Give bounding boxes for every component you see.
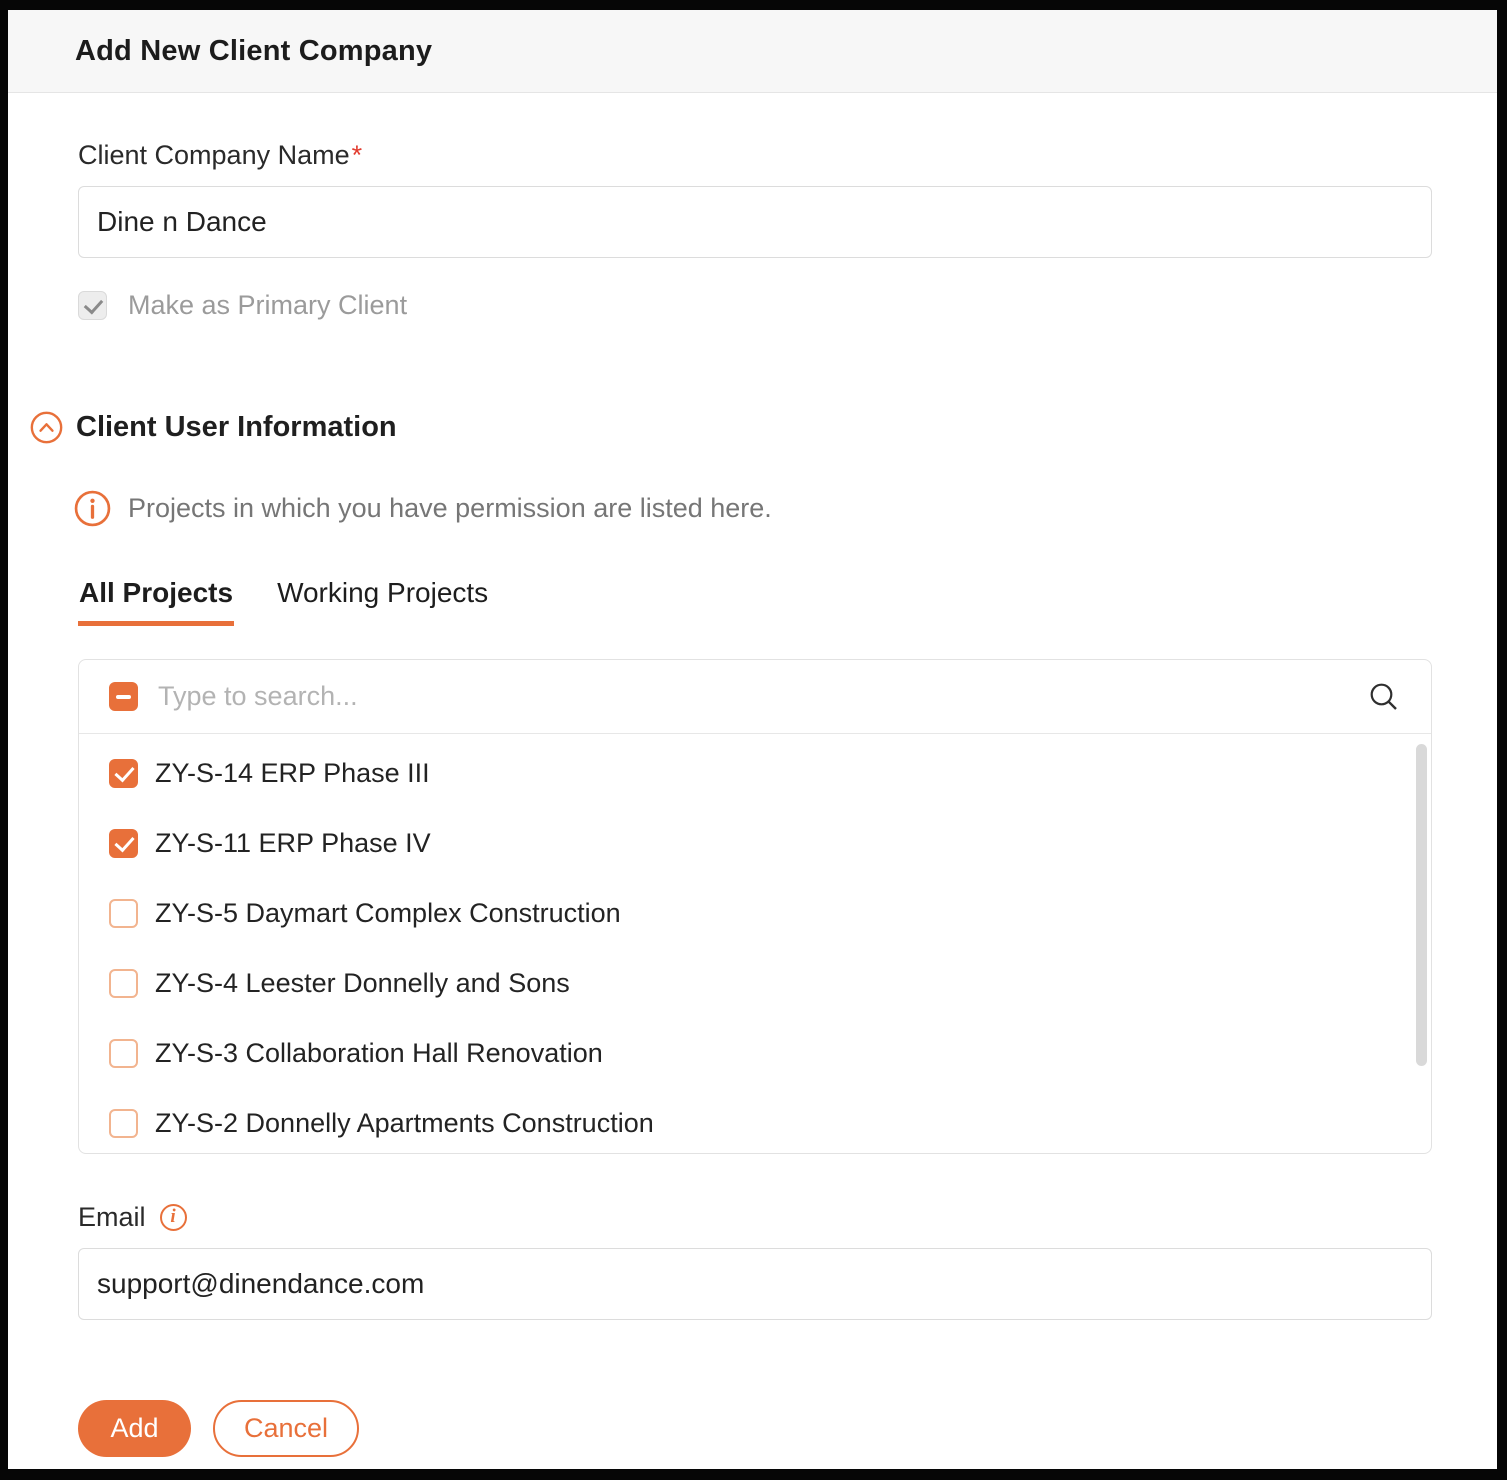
- dialog-header: [8, 10, 1497, 93]
- email-block: [78, 1202, 1432, 1320]
- project-label: ZY-S-5 Daymart Complex Construction: [155, 897, 621, 928]
- project-label: ZY-S-4 Leester Donnelly and Sons: [155, 967, 570, 998]
- project-row[interactable]: [79, 1088, 1431, 1154]
- project-picker: [78, 659, 1432, 1154]
- tab-all-projects[interactable]: All Projects: [78, 577, 234, 626]
- client-user-section-header: [30, 411, 1432, 444]
- project-row[interactable]: [79, 738, 1431, 808]
- required-asterisk: *: [351, 140, 363, 170]
- project-checkbox[interactable]: [109, 899, 138, 928]
- dialog-title: Add New Client Company: [75, 34, 433, 67]
- primary-client-label: Make as Primary Client: [128, 290, 408, 320]
- project-checkbox[interactable]: [109, 1039, 138, 1068]
- company-name-label: Client Company Name*: [78, 140, 363, 170]
- cancel-button[interactable]: Cancel: [213, 1400, 359, 1457]
- project-label: ZY-S-14 ERP Phase III: [155, 757, 430, 788]
- company-name-input[interactable]: [78, 186, 1432, 258]
- email-label-row: [78, 1202, 1432, 1233]
- project-label: ZY-S-3 Collaboration Hall Renovation: [155, 1037, 603, 1068]
- project-search-input[interactable]: [156, 680, 1349, 713]
- project-list-scrollbar[interactable]: [1416, 744, 1427, 1066]
- project-row[interactable]: [79, 948, 1431, 1018]
- tab-working-projects[interactable]: Working Projects: [277, 577, 489, 608]
- project-search-bar: [79, 660, 1431, 734]
- chevron-up-circle-icon[interactable]: [30, 411, 63, 444]
- info-icon: [74, 490, 111, 527]
- project-row[interactable]: [79, 878, 1431, 948]
- project-checkbox[interactable]: [109, 969, 138, 998]
- dialog-actions: [78, 1400, 1432, 1457]
- project-checkbox[interactable]: [109, 829, 138, 858]
- project-label: ZY-S-11 ERP Phase IV: [155, 827, 431, 858]
- section-title: Client User Information: [76, 411, 397, 443]
- project-label: ZY-S-2 Donnelly Apartments Construction: [155, 1107, 654, 1138]
- project-checkbox[interactable]: [109, 759, 138, 788]
- permission-info-text: Projects in which you have permission are listed here.: [128, 493, 772, 523]
- add-button[interactable]: Add: [78, 1400, 191, 1457]
- project-list: [79, 734, 1431, 1154]
- permission-info-row: [74, 490, 1432, 527]
- info-icon: i: [160, 1204, 187, 1231]
- dialog-body: [8, 93, 1497, 1457]
- email-label: Email: [78, 1202, 146, 1232]
- primary-client-checkbox: [78, 291, 107, 320]
- project-checkbox[interactable]: [109, 1109, 138, 1138]
- add-client-dialog: [8, 10, 1497, 1469]
- project-row[interactable]: [79, 1018, 1431, 1088]
- select-all-checkbox[interactable]: [109, 682, 138, 711]
- email-input[interactable]: [78, 1248, 1432, 1320]
- project-tabs: [78, 577, 1432, 626]
- project-row[interactable]: [79, 808, 1431, 878]
- search-icon: [1367, 680, 1401, 714]
- primary-client-row: [78, 290, 1432, 321]
